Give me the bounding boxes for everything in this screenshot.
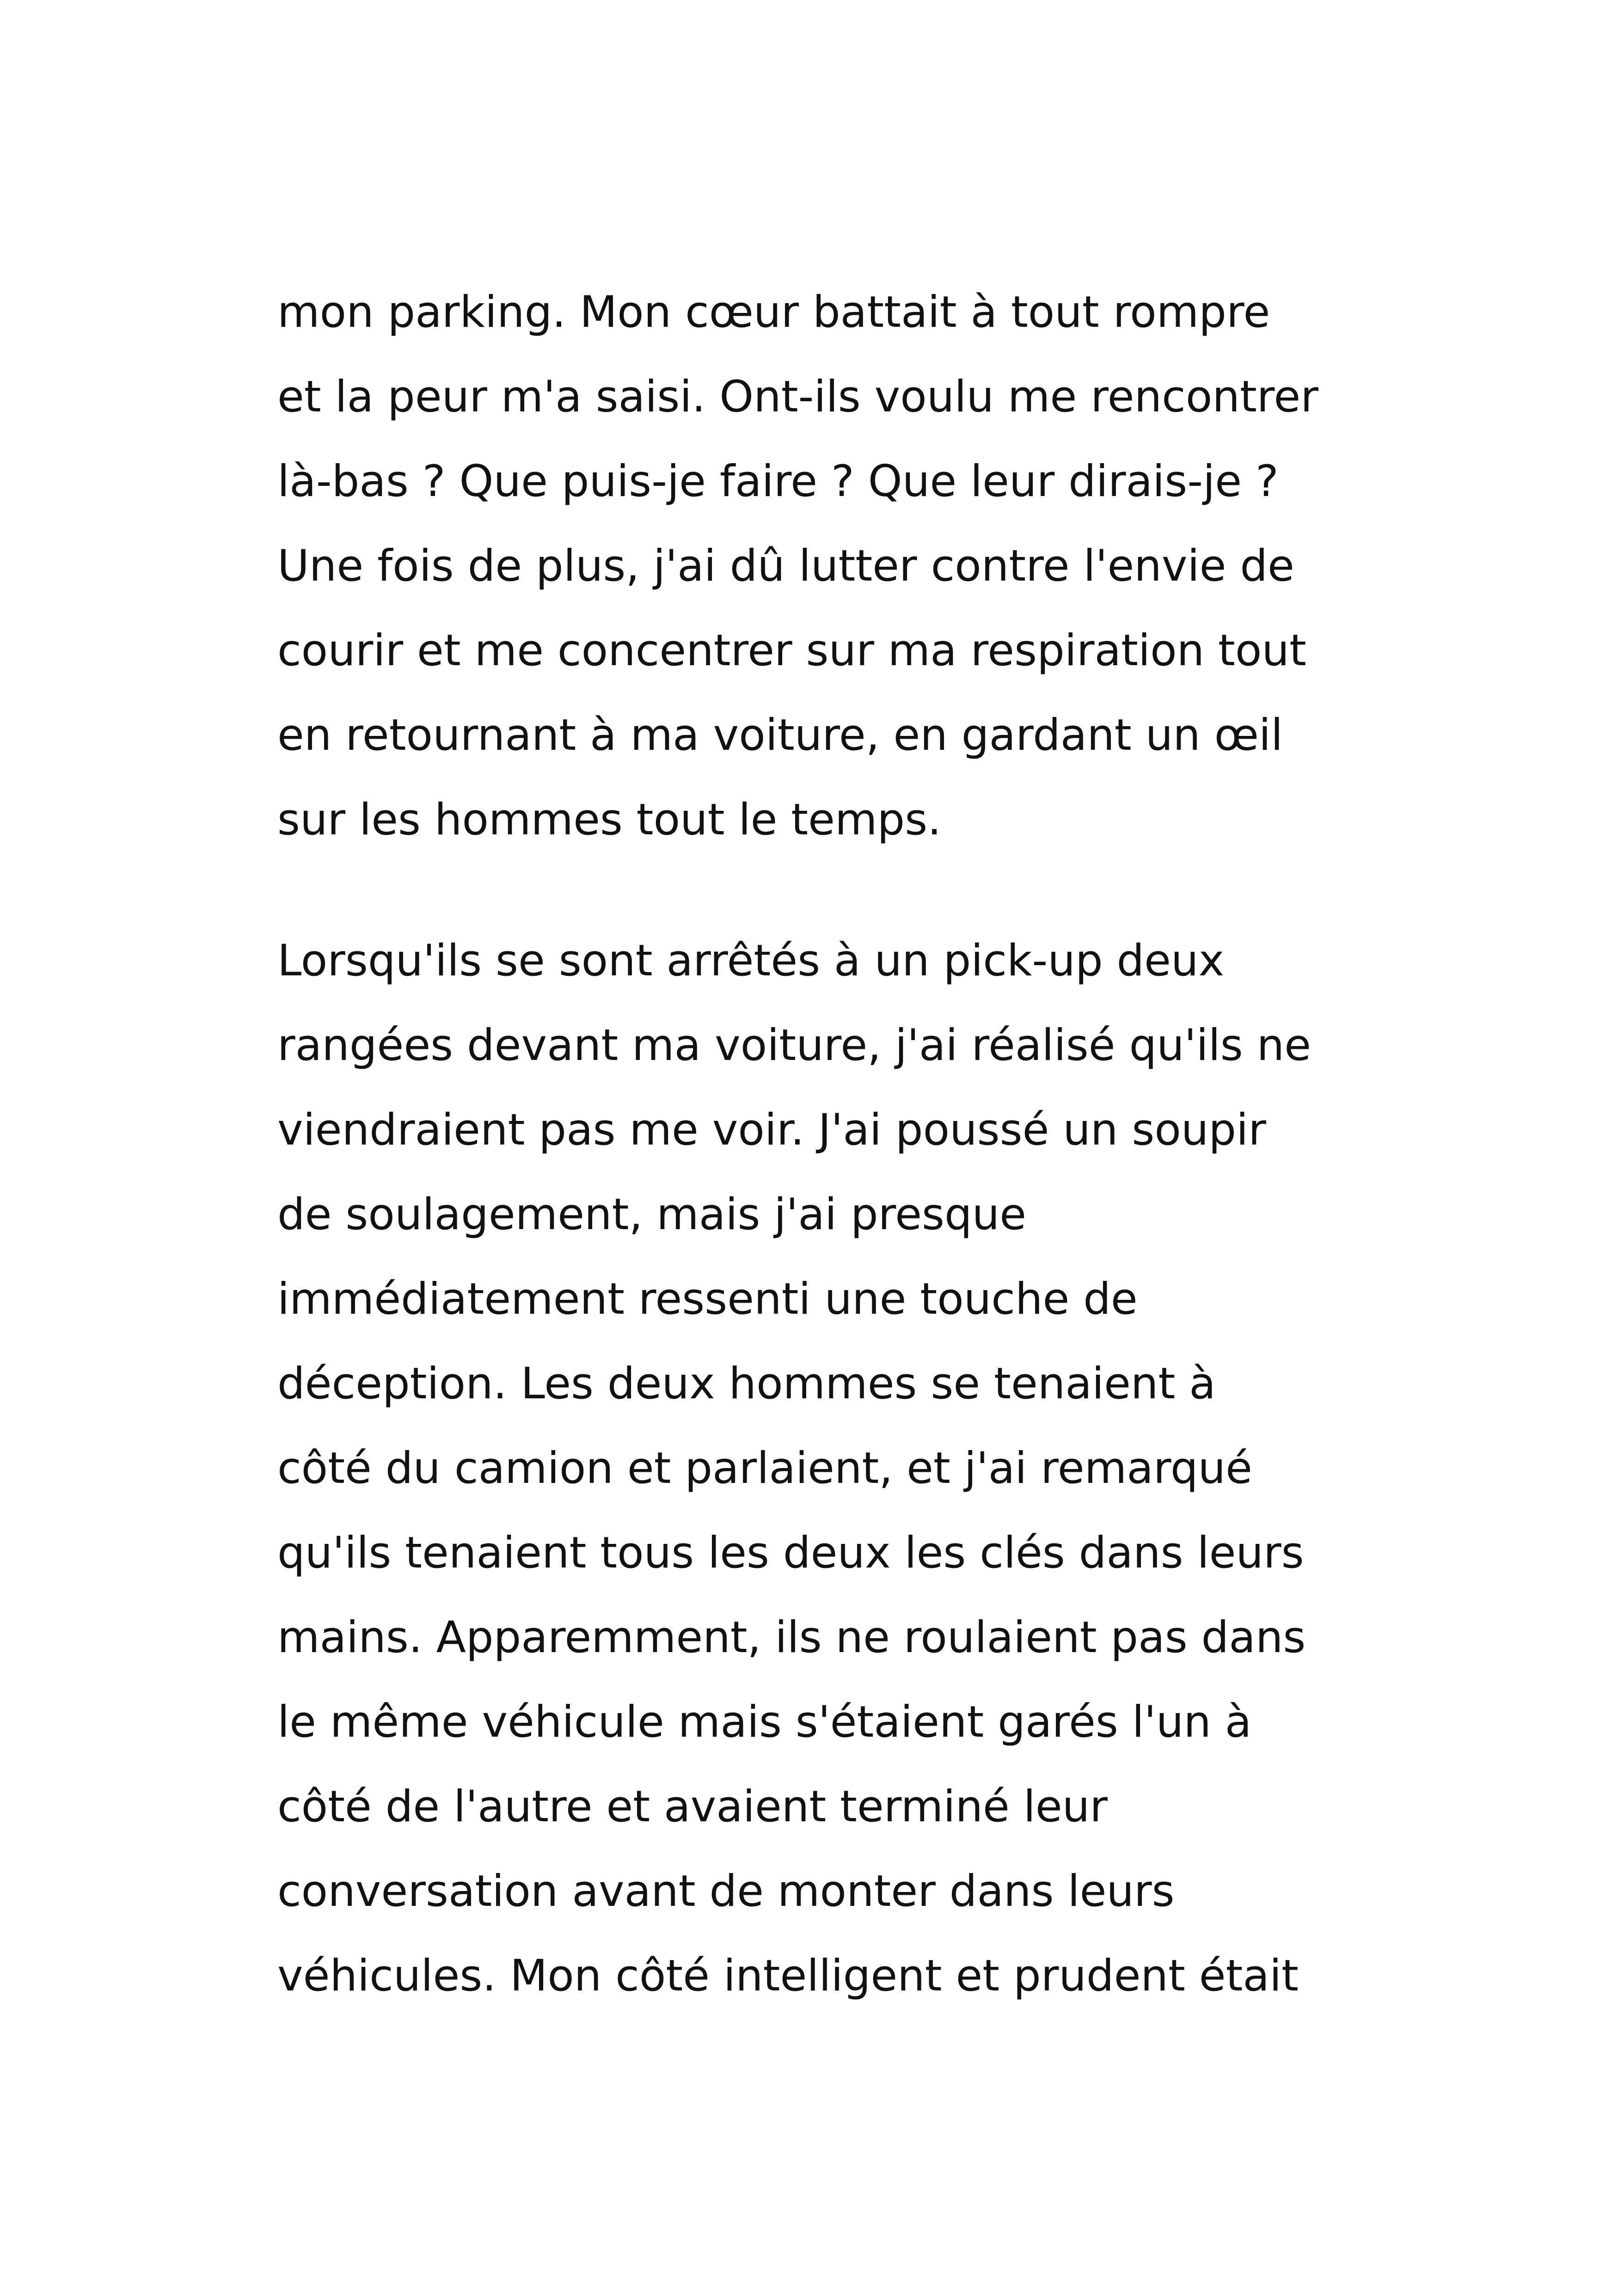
text-line: courir et me concentrer sur ma respiration tout — [277, 625, 1306, 676]
text-line: Une fois de plus, j'ai dû lutter contre l'envie de — [277, 541, 1294, 591]
text-line: Lorsqu'ils se sont arrêtés à un pick-up deux — [277, 936, 1225, 986]
paragraph-1 — [277, 270, 1387, 862]
text-line: et la peur m'a saisi. Ont-ils voulu me rencontrer — [277, 372, 1318, 422]
text-line: qu'ils tenaient tous les deux les clés dans leurs — [277, 1528, 1304, 1578]
text-line: viendraient pas me voir. J'ai poussé un soupir — [277, 1105, 1266, 1155]
text-line: là-bas ? Que puis-je faire ? Que leur dirais-je ? — [277, 456, 1279, 507]
paragraph-2 — [277, 918, 1387, 2018]
text-line: conversation avant de monter dans leurs — [277, 1866, 1175, 1916]
text-line: mon parking. Mon cœur battait à tout rompre — [277, 287, 1270, 337]
text-line: sur les hommes tout le temps. — [277, 795, 942, 845]
text-line: rangées devant ma voiture, j'ai réalisé qu'ils ne — [277, 1020, 1312, 1071]
text-line: côté de l'autre et avaient terminé leur — [277, 1782, 1108, 1832]
text-line: de soulagement, mais j'ai presque — [277, 1189, 1027, 1240]
text-line: mains. Apparemment, ils ne roulaient pas dans — [277, 1612, 1306, 1663]
text-line: véhicules. Mon côté intelligent et prudent était — [277, 1951, 1299, 2001]
text-line: déception. Les deux hommes se tenaient à — [277, 1359, 1216, 1409]
text-line: immédiatement ressenti une touche de — [277, 1274, 1138, 1324]
text-line: côté du camion et parlaient, et j'ai remarqué — [277, 1443, 1252, 1494]
text-line: en retournant à ma voiture, en gardant un œil — [277, 710, 1283, 760]
text-line: le même véhicule mais s'étaient garés l'un à — [277, 1697, 1252, 1747]
